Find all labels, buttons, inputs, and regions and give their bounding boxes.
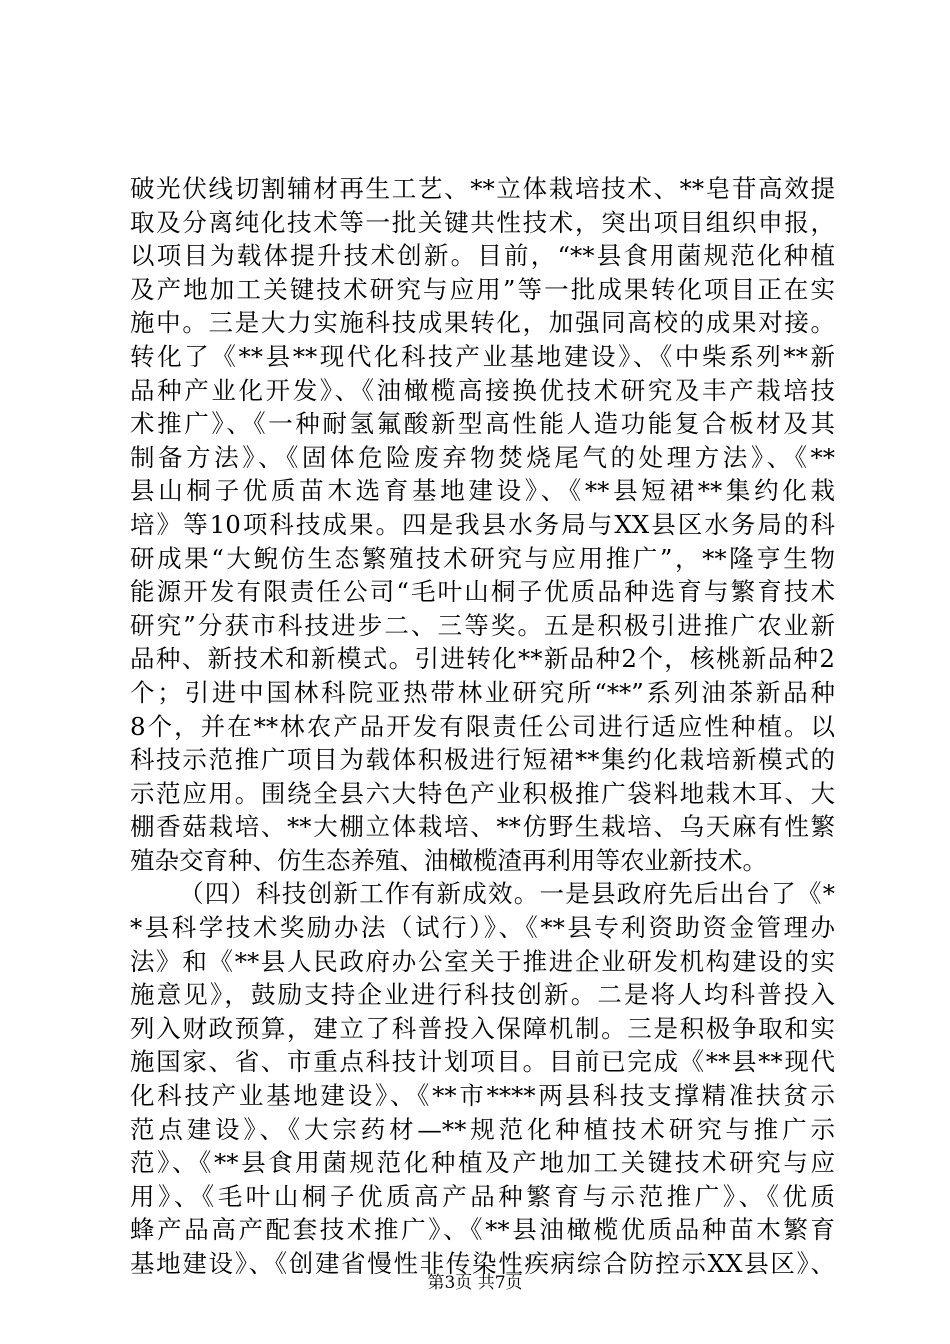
text-line: 范》、《**县食用菌规范化种植及产地加工关键技术研究与应 [130, 1148, 835, 1178]
text-line: 品种产业化开发》、《油橄榄高接换优技术研究及丰产栽培技 [130, 375, 835, 405]
text-line: 列入财政预算，建立了科普投入保障机制。三是积极争取和实 [130, 1013, 835, 1043]
text-line: 制备方法》、《固体危险废弃物焚烧尾气的处理方法》、《** [130, 442, 835, 472]
text-line: 施国家、省、市重点科技计划项目。目前已完成《**县**现代 [130, 1047, 835, 1077]
text-line: 8个，并在**林农产品开发有限责任公司进行适应性种植。以 [130, 711, 835, 741]
text-line: *县科学技术奖励办法（试行）》、《**县专利资助资金管理办 [130, 913, 835, 943]
text-line: 术推广》、《一种耐氢氟酸新型高性能人造功能复合板材及其 [130, 409, 835, 439]
text-line: 能源开发有限责任公司“毛叶山桐子优质品种选育与繁育技术 [130, 577, 835, 607]
page-footer [0, 1268, 950, 1293]
text-line: 研成果“大鲵仿生态繁殖技术研究与应用推广”，**隆亨生物 [130, 543, 835, 573]
text-line: 棚香菇栽培、**大棚立体栽培、**仿野生栽培、乌天麻有性繁 [130, 812, 835, 842]
text-line: 研究”分获市科技进步二、三等奖。五是积极引进推广农业新 [130, 610, 835, 640]
text-line: 品种、新技术和新模式。引进转化**新品种2个，核桃新品种2 [130, 644, 835, 674]
text-line: 蜂产品高产配套技术推广》、《**县油橄榄优质品种苗木繁育 [130, 1215, 835, 1245]
text-line: 转化了《**县**现代化科技产业基地建设》、《中柴系列**新 [130, 341, 835, 371]
page-number: 第3页 共7页 [427, 1273, 523, 1293]
text-line: 培》等10项科技成果。四是我县水务局与XX县区水务局的科 [130, 509, 835, 539]
text-line: 破光伏线切割辅材再生工艺、**立体栽培技术、**皂苷高效提 [130, 174, 835, 203]
text-line: 示范应用。围绕全县六大特色产业积极推广袋料地栽木耳、大 [130, 778, 835, 808]
text-line: 基地建设》、《创建省慢性非传染性疾病综合防控示XX县区》、 [130, 1249, 835, 1278]
text-line: 化科技产业基地建设》、《**市****两县科技支撑精准扶贫示 [130, 1081, 835, 1111]
text-line: 取及分离纯化技术等一批关键共性技术，突出项目组织申报， [130, 207, 835, 237]
text-line: 施中。三是大力实施科技成果转化，加强同高校的成果对接。 [130, 308, 835, 338]
text-line: 以项目为载体提升技术创新。目前，“**县食用菌规范化种植 [130, 241, 835, 271]
body-text [130, 172, 835, 1281]
text-line: 个；引进中国林科院亚热带林业研究所“**”系列油茶新品种 [130, 677, 835, 707]
text-line: 县山桐子优质苗木选育基地建设》、《**县短裙**集约化栽 [130, 476, 835, 506]
text-line: 殖杂交育种、仿生态养殖、油橄榄渣再利用等农业新技术。 [130, 845, 767, 875]
text-line: 用》、《毛叶山桐子优质高产品种繁育与示范推广》、《优质 [130, 1181, 835, 1211]
text-line: 施意见》，鼓励支持企业进行科技创新。二是将人均科普投入 [130, 980, 835, 1010]
text-line: 及产地加工关键技术研究与应用”等一批成果转化项目正在实 [130, 274, 835, 304]
text-line: 科技示范推广项目为载体积极进行短裙**集约化栽培新模式的 [130, 745, 835, 775]
section-heading-line: （四）科技创新工作有新成效。一是县政府先后出台了《* [179, 879, 835, 909]
text-line: 法》和《**县人民政府办公室关于推进企业研发机构建设的实 [130, 946, 835, 976]
text-line: 范点建设》、《大宗药材—**规范化种植技术研究与推广示 [130, 1114, 835, 1144]
